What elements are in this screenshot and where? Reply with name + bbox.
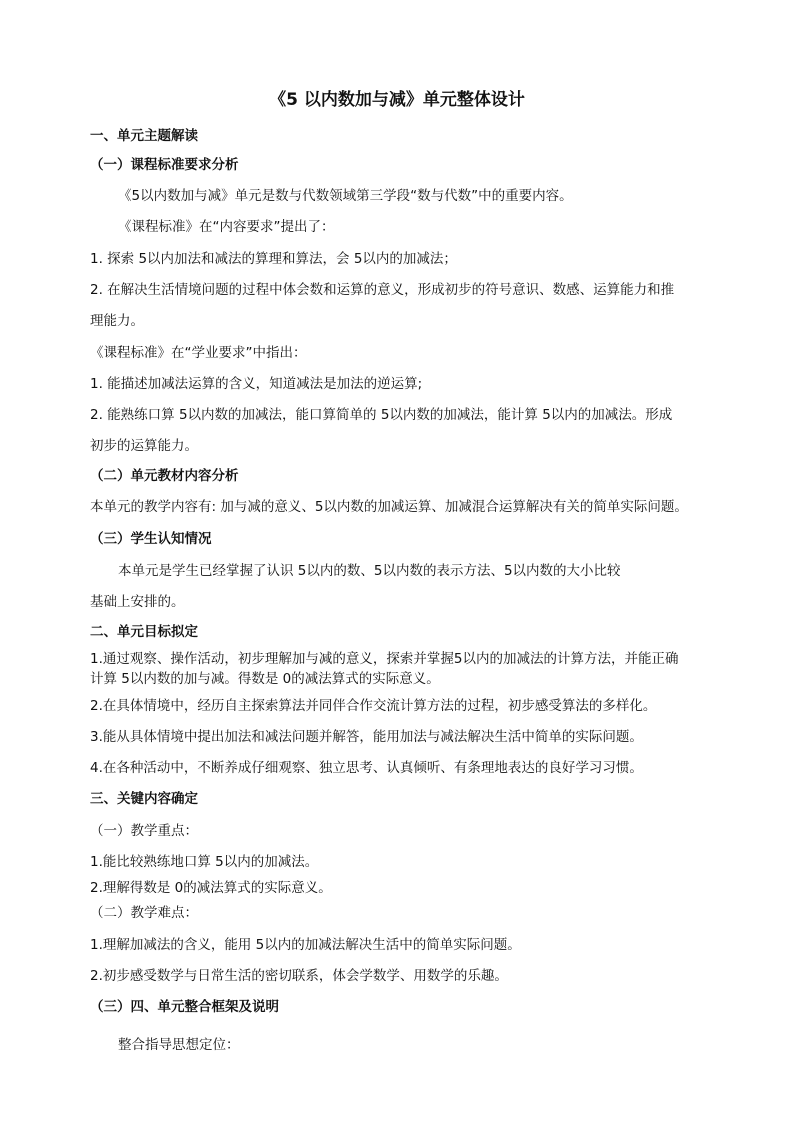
list-item-continuation: 初步的运算能力。 (90, 438, 198, 454)
paragraph: 本单元的教学内容有: 加与减的意义、5以内数的加减运算、加减混合运算解决有关的简单实际问题。 (90, 499, 688, 515)
section-1-sub-1: （一）课程标准要求分析 (90, 157, 239, 173)
difficulty-item: 2.初步感受数学与日常生活的密切联系，体会学数学、用数学的乐趣。 (90, 968, 508, 984)
section-3-sub-2: （二）教学难点： (90, 905, 198, 921)
section-2-heading: 二、单元目标拟定 (90, 624, 198, 640)
section-1-heading: 一、单元主题解读 (90, 128, 198, 144)
section-3-heading: 三、关键内容确定 (90, 791, 198, 807)
key-point-item: 2.理解得数是 0的减法算式的实际意义。 (90, 880, 332, 896)
list-item: 2. 在解决生活情境问题的过程中体会数和运算的意义，形成初步的符号意识、数感、运算能力和推 (90, 282, 675, 298)
paragraph: 《5以内数加与减》单元是数与代数领域第三学段“数与代数”中的重要内容。 (118, 188, 573, 204)
goal-item: 2.在具体情境中，经历自主探索算法并同伴合作交流计算方法的过程，初步感受算法的多样化。 (90, 698, 657, 714)
section-1-sub-3: （三）学生认知情况 (90, 531, 212, 547)
list-item-continuation: 理能力。 (90, 313, 144, 329)
paragraph: 整合指导思想定位： (118, 1037, 240, 1053)
difficulty-item: 1.理解加减法的含义，能用 5以内的加减法解决生活中的简单实际问题。 (90, 937, 521, 953)
document-title: 《5 以内数加与减》单元整体设计 (269, 90, 525, 110)
list-item: 1. 探索 5以内加法和减法的算理和算法，会 5以内的加减法； (90, 251, 457, 267)
section-3-sub-1: （一）教学重点： (90, 823, 198, 839)
paragraph-continuation: 基础上安排的。 (90, 594, 185, 610)
goal-item: 3.能从具体情境中提出加法和减法问题并解答，能用加法与减法解决生活中简单的实际问题。 (90, 729, 643, 745)
list-item: 1. 能描述加减法运算的含义，知道减法是加法的逆运算; (90, 376, 423, 392)
paragraph: 《课程标准》在“学业要求”中指出： (90, 345, 307, 361)
section-1-sub-2: （二）单元教材内容分析 (90, 468, 239, 484)
key-point-item: 1.能比较熟练地口算 5以内的加减法。 (90, 854, 319, 870)
goal-item: 4.在各种活动中，不断养成仔细观察、独立思考、认真倾听、有条理地表达的良好学习习惯。 (90, 760, 643, 776)
goal-item-continuation: 计算 5以内数的加与减。得数是 0的减法算式的实际意义。 (90, 671, 440, 687)
goal-item: 1.通过观察、操作活动，初步理解加与减的意义，探索并掌握5以内的加减法的计算方法，并能正确 (90, 651, 679, 667)
paragraph: 《课程标准》在“内容要求”提出了： (118, 219, 335, 235)
section-3-sub-3: （三）四、单元整合框架及说明 (90, 999, 279, 1015)
paragraph: 本单元是学生已经掌握了认识 5以内的数、5以内数的表示方法、5以内数的大小比较 (118, 563, 621, 579)
list-item: 2. 能熟练口算 5以内数的加减法，能口算简单的 5以内数的加减法，能计算 5以内的加减法。形成 (90, 407, 673, 423)
